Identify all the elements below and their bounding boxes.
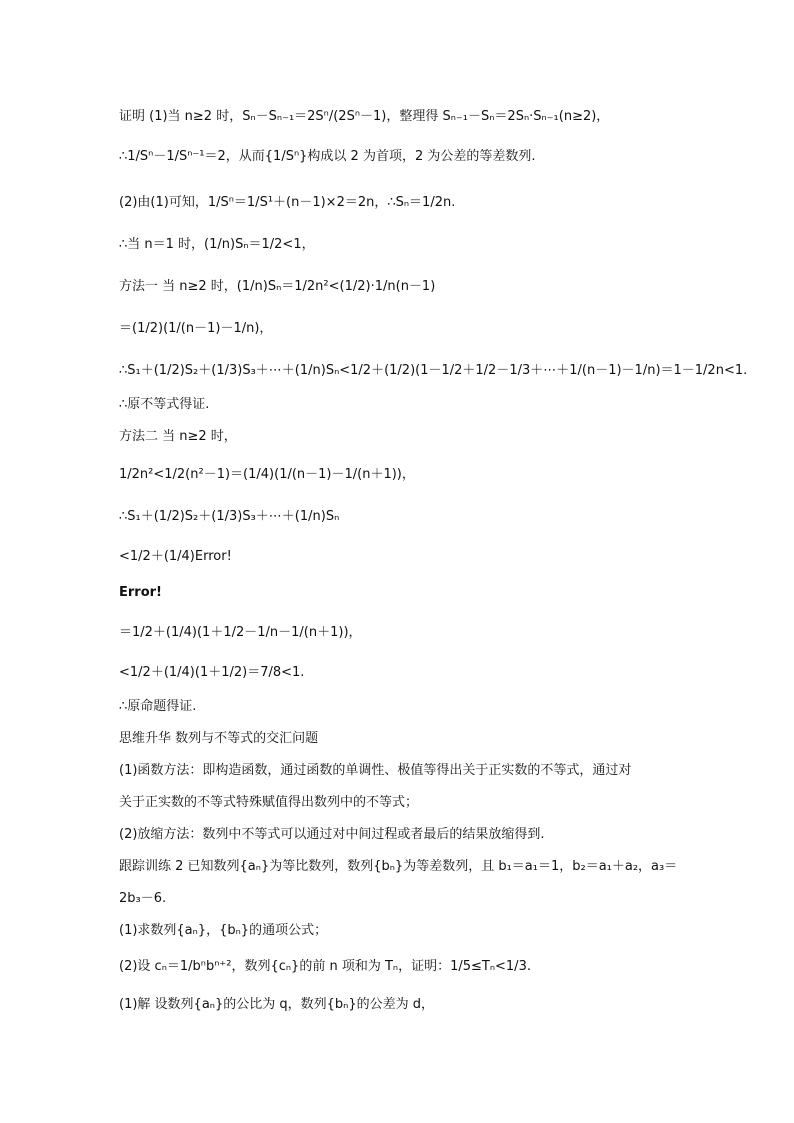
text-line-24: (2)设 cₙ＝1/bⁿbⁿ⁺²，数列{cₙ}的前 n 项和为 Tₙ，证明：1/5≤Tₙ<1/3. [119, 959, 531, 974]
text-line-19: 关于正实数的不等式特殊赋值得出数列中的不等式； [119, 795, 419, 810]
text-line-20: (2)放缩方法：数列中不等式可以通过对中间过程或者最后的结果放缩得到. [119, 827, 545, 842]
text-line-6: ＝(1/2)(1/(n－1)－1/n)， [119, 321, 273, 336]
text-line-11: ∴S₁＋(1/2)S₂＋(1/3)S₃＋⋯＋(1/n)Sₙ [119, 509, 340, 524]
text-line-15: <1/2＋(1/4)(1＋1/2)＝7/8<1. [119, 665, 305, 680]
text-line-1: 证明 (1)当 n≥2 时，Sₙ－Sₙ₋₁＝2Sⁿ/(2Sⁿ－1)，整理得 Sₙ₋₁－Sₙ＝2Sₙ·Sₙ₋₁(n≥2)， [119, 109, 610, 124]
text-line-10: 1/2n²<1/2(n²－1)＝(1/4)(1/(n－1)－1/(n＋1))， [119, 467, 415, 482]
text-line-13: Error! [119, 585, 162, 600]
text-line-25: (1)解 设数列{aₙ}的公比为 q，数列{bₙ}的公差为 d， [119, 997, 434, 1012]
text-line-8: ∴原不等式得证. [119, 397, 210, 412]
text-line-22: 2b₃－6. [119, 891, 167, 906]
text-line-17: 思维升华 数列与不等式的交汇问题 [119, 731, 319, 746]
text-line-14: ＝1/2＋(1/4)(1＋1/2－1/n－1/(n＋1))， [119, 625, 362, 640]
text-line-2: ∴1/Sⁿ－1/Sⁿ⁻¹＝2，从而{1/Sⁿ}构成以 2 为首项，2 为公差的等差数列. [119, 149, 536, 164]
text-line-23: (1)求数列{aₙ}，{bₙ}的通项公式； [119, 923, 328, 938]
text-line-12: <1/2＋(1/4)Error! [119, 549, 232, 564]
text-line-16: ∴原命题得证. [119, 699, 197, 714]
text-line-5: 方法一 当 n≥2 时，(1/n)Sₙ＝1/2n²<(1/2)·1/n(n－1) [119, 279, 436, 294]
text-line-21: 跟踪训练 2 已知数列{aₙ}为等比数列，数列{bₙ}为等差数列，且 b₁＝a₁＝1，b₂＝a₁＋a₂，a₃＝ [119, 859, 678, 874]
text-line-3: (2)由(1)可知，1/Sⁿ＝1/S¹＋(n－1)×2＝2n，∴Sₙ＝1/2n. [119, 195, 456, 210]
text-line-18: (1)函数方法：即构造函数，通过函数的单调性、极值等得出关于正实数的不等式，通过对 [119, 763, 632, 778]
text-line-7: ∴S₁＋(1/2)S₂＋(1/3)S₃＋⋯＋(1/n)Sₙ<1/2＋(1/2)(1－1/2＋1/2－1/3＋⋯＋1/(n－1)－1/n)＝1－1/2n<1. [119, 363, 748, 378]
text-line-4: ∴当 n＝1 时，(1/n)Sₙ＝1/2<1， [119, 237, 315, 252]
text-line-9: 方法二 当 n≥2 时， [119, 429, 237, 444]
